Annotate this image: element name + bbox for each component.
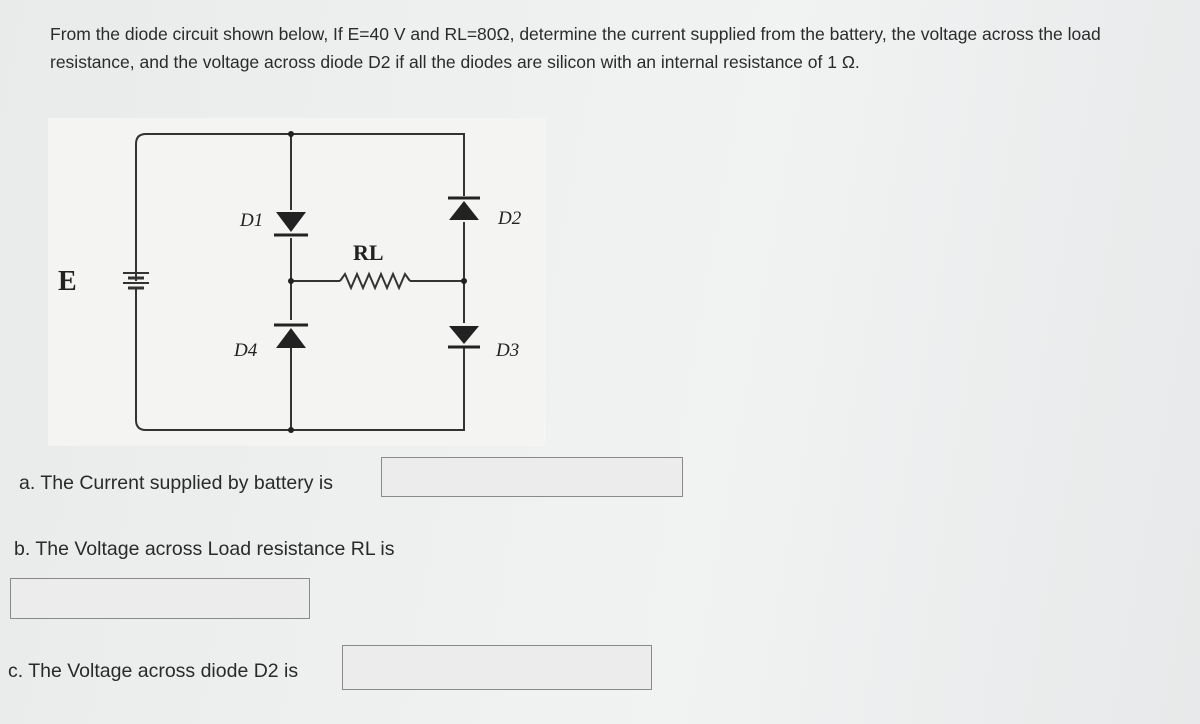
diode-d3 <box>448 326 480 347</box>
circuit-diagram <box>48 118 546 446</box>
bottom-wire <box>136 296 464 430</box>
d4-label: D4 <box>234 340 258 361</box>
diode-d1 <box>274 212 308 235</box>
question-c-label: c. The Voltage across diode D2 is <box>8 660 299 682</box>
load-resistor <box>340 274 410 288</box>
load-label: RL <box>353 240 384 265</box>
question-b-label: b. The Voltage across Load resistance RL is <box>14 538 395 560</box>
d3-label: D3 <box>496 340 520 361</box>
d1-label: D1 <box>240 210 264 231</box>
bridge-rectifier-schematic <box>48 118 546 446</box>
diode-d2 <box>448 198 480 220</box>
diode-d4 <box>274 325 308 348</box>
question-a-label: a. The Current supplied by battery is <box>19 472 333 494</box>
answer-c-input[interactable] <box>342 645 652 690</box>
answer-b-input[interactable] <box>10 578 310 619</box>
answer-a-input[interactable] <box>381 457 683 497</box>
d2-label: D2 <box>498 208 522 229</box>
top-wire <box>136 134 464 281</box>
question-text: From the diode circuit shown below, If E=40 V and RL=80Ω, determine the current supplied from the battery, the voltage across the load resistance, and the voltage across diode D2 if all the diodes are silicon with an internal resistance of 1 Ω. <box>50 24 1101 72</box>
source-label: E <box>58 266 77 297</box>
